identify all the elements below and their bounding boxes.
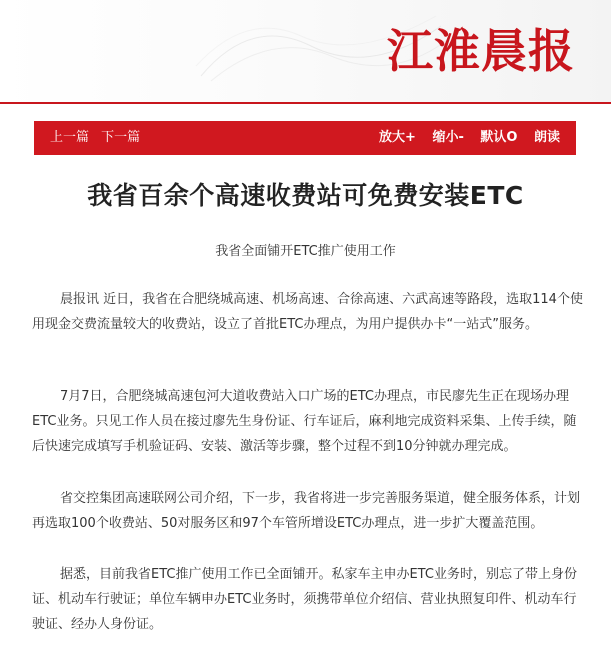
article-subtitle: 我省全面铺开ETC推广使用工作 <box>215 244 396 259</box>
article-paragraph: 晨报讯 近日，我省在合肥绕城高速、机场高速、合徐高速、六武高速等路段，选取114个使用现金交费流量较大的收费站，设立了首批ETC办理点，为用户提供办卡“一站式”服务。 <box>32 292 583 332</box>
next-article-link[interactable]: 下一篇 <box>101 130 141 145</box>
article-paragraph: 省交控集团高速联网公司介绍，下一步，我省将进一步完善服务渠道，健全服务体系，计划再选取100个收费站、50对服务区和97个车管所增设ETC办理点，进一步扩大覆盖范围。 <box>32 491 581 531</box>
newspaper-logo[interactable]: 江淮晨报 <box>387 24 575 78</box>
article-toolbar <box>34 121 576 155</box>
previous-article-link[interactable]: 上一篇 <box>50 130 90 145</box>
article-title: 我省百余个高速收费站可免费安装ETC <box>87 181 524 210</box>
read-aloud-button[interactable]: 朗读 <box>533 130 560 145</box>
zoom-in-button[interactable]: 放大+ <box>379 130 416 145</box>
article-paragraph: 据悉，目前我省ETC推广使用工作已全面铺开。私家车主申办ETC业务时，别忘了带上身份证、机动车行驶证；单位车辆申办ETC业务时，须携带单位介绍信、营业执照复印件、机动车行驶证、经办人身份证。 <box>32 567 577 632</box>
text-controls <box>367 121 560 155</box>
masthead <box>0 0 611 102</box>
default-size-button[interactable]: 默认O <box>480 130 518 145</box>
header-divider <box>0 102 611 104</box>
article-navigation <box>50 121 148 155</box>
zoom-out-button[interactable]: 缩小- <box>432 130 464 145</box>
article-paragraph: 7月7日，合肥绕城高速包河大道收费站入口广场的ETC办理点，市民廖先生正在现场办理ETC业务。只见工作人员在接过廖先生身份证、行车证后，麻利地完成资料采集、上传手续，随后快速完成填写手机验证码、安装、激活等步骤，整个过程不到10分钟就办理完成。 <box>32 389 577 454</box>
